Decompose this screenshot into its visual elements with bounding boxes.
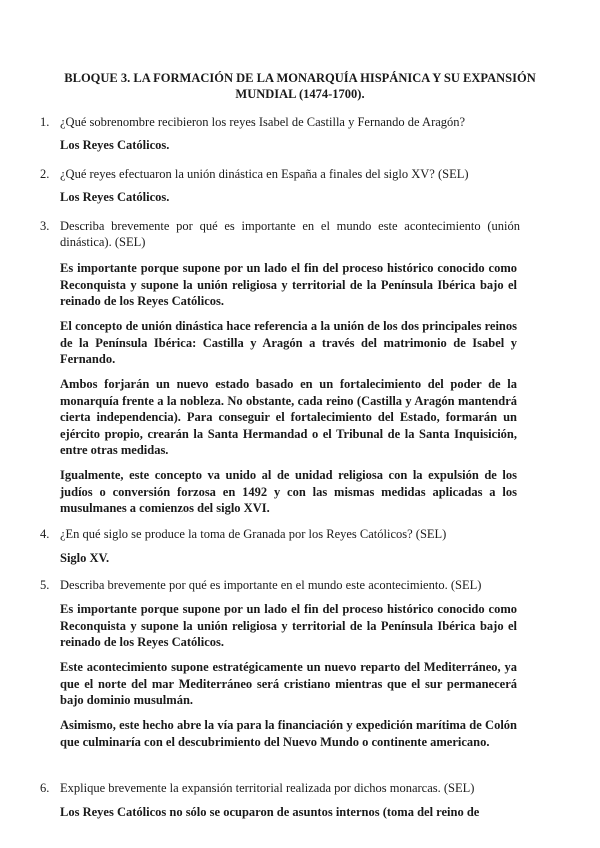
question-text: ¿Qué sobrenombre recibieron los reyes Isabel de Castilla y Fernando de Aragón? [60,115,466,129]
answer-3-paragraph-4: Igualmente, este concepto va unido al de unidad religiosa con la expulsión de los judíos o conversión forzosa en 1492 y con las mismas medidas aplicadas a los musulmanes a comienzos del siglo XVI. [60,468,517,515]
answer-5-paragraph-2: Este acontecimiento supone estratégicamente un nuevo reparto del Mediterráneo, ya que el norte del mar Mediterráneo será cristiano mientras que el sur permanecerá bajo dominio musulmán. [60,660,517,707]
question-text: Describa brevemente por qué es importante en el mundo este acontecimiento (unión dinástica). (SEL) [60,219,520,249]
question-text: ¿En qué siglo se produce la toma de Granada por los Reyes Católicos? (SEL) [60,527,447,541]
answer-6: Los Reyes Católicos no sólo se ocuparon de asuntos internos (toma del reino de [60,805,480,819]
question-5 [40,577,520,593]
document-title: BLOQUE 3. LA FORMACIÓN DE LA MONARQUÍA HISPÁNICA Y SU EXPANSIÓN MUNDIAL (1474-1700). [64,71,536,101]
question-number: 6. [40,781,50,795]
answer-1: Los Reyes Católicos. [60,138,170,152]
question-number: 3. [40,219,50,233]
answer-2: Los Reyes Católicos. [60,190,170,204]
answer-5-paragraph-3: Asimismo, este hecho abre la vía para la financiación y expedición marítima de Colón que culminaría con el descubrimiento del Nuevo Mundo o continente americano. [60,718,517,749]
question-2 [40,166,520,182]
question-6 [40,780,520,796]
answer-5-paragraph-1: Es importante porque supone por un lado el fin del proceso histórico conocido como Reconquista y supone la unión religiosa y territorial de la Península Ibérica bajo el reinado de los Reyes Católicos. [60,602,517,649]
question-1 [40,114,520,130]
question-number: 5. [40,578,50,592]
question-text: Explique brevemente la expansión territorial realizada por dichos monarcas. (SEL) [60,781,475,795]
question-number: 4. [40,527,50,541]
question-number: 2. [40,167,50,181]
answer-3-paragraph-1: Es importante porque supone por un lado el fin del proceso histórico conocido como Reconquista y supone la unión religiosa y territorial de la Península Ibérica bajo el reinado de los Reyes Católicos. [60,261,517,308]
answer-4: Siglo XV. [60,551,110,565]
question-4 [40,526,520,542]
question-text: Describa brevemente por qué es importante en el mundo este acontecimiento. (SEL) [60,578,482,592]
answer-3-paragraph-2: El concepto de unión dinástica hace referencia a la unión de los dos principales reinos de la Península Ibérica: Castilla y Aragón a través del matrimonio de Isabel y Fernando. [60,319,517,366]
question-number: 1. [40,115,50,129]
question-text: ¿Qué reyes efectuaron la unión dinástica en España a finales del siglo XV? (SEL) [60,167,469,181]
question-3 [40,218,520,250]
answer-3-paragraph-3: Ambos forjarán un nuevo estado basado en un fortalecimiento del poder de la monarquía frente a la nobleza. No obstante, cada reino (Castilla y Aragón mantendrá cierta independencia). Para conseguir el fortalecimiento del Estado, formarán un ejército propio, crearán la Santa Hermandad o el Tribunal de la Santa Inquisición, entre otras medidas. [60,377,517,457]
